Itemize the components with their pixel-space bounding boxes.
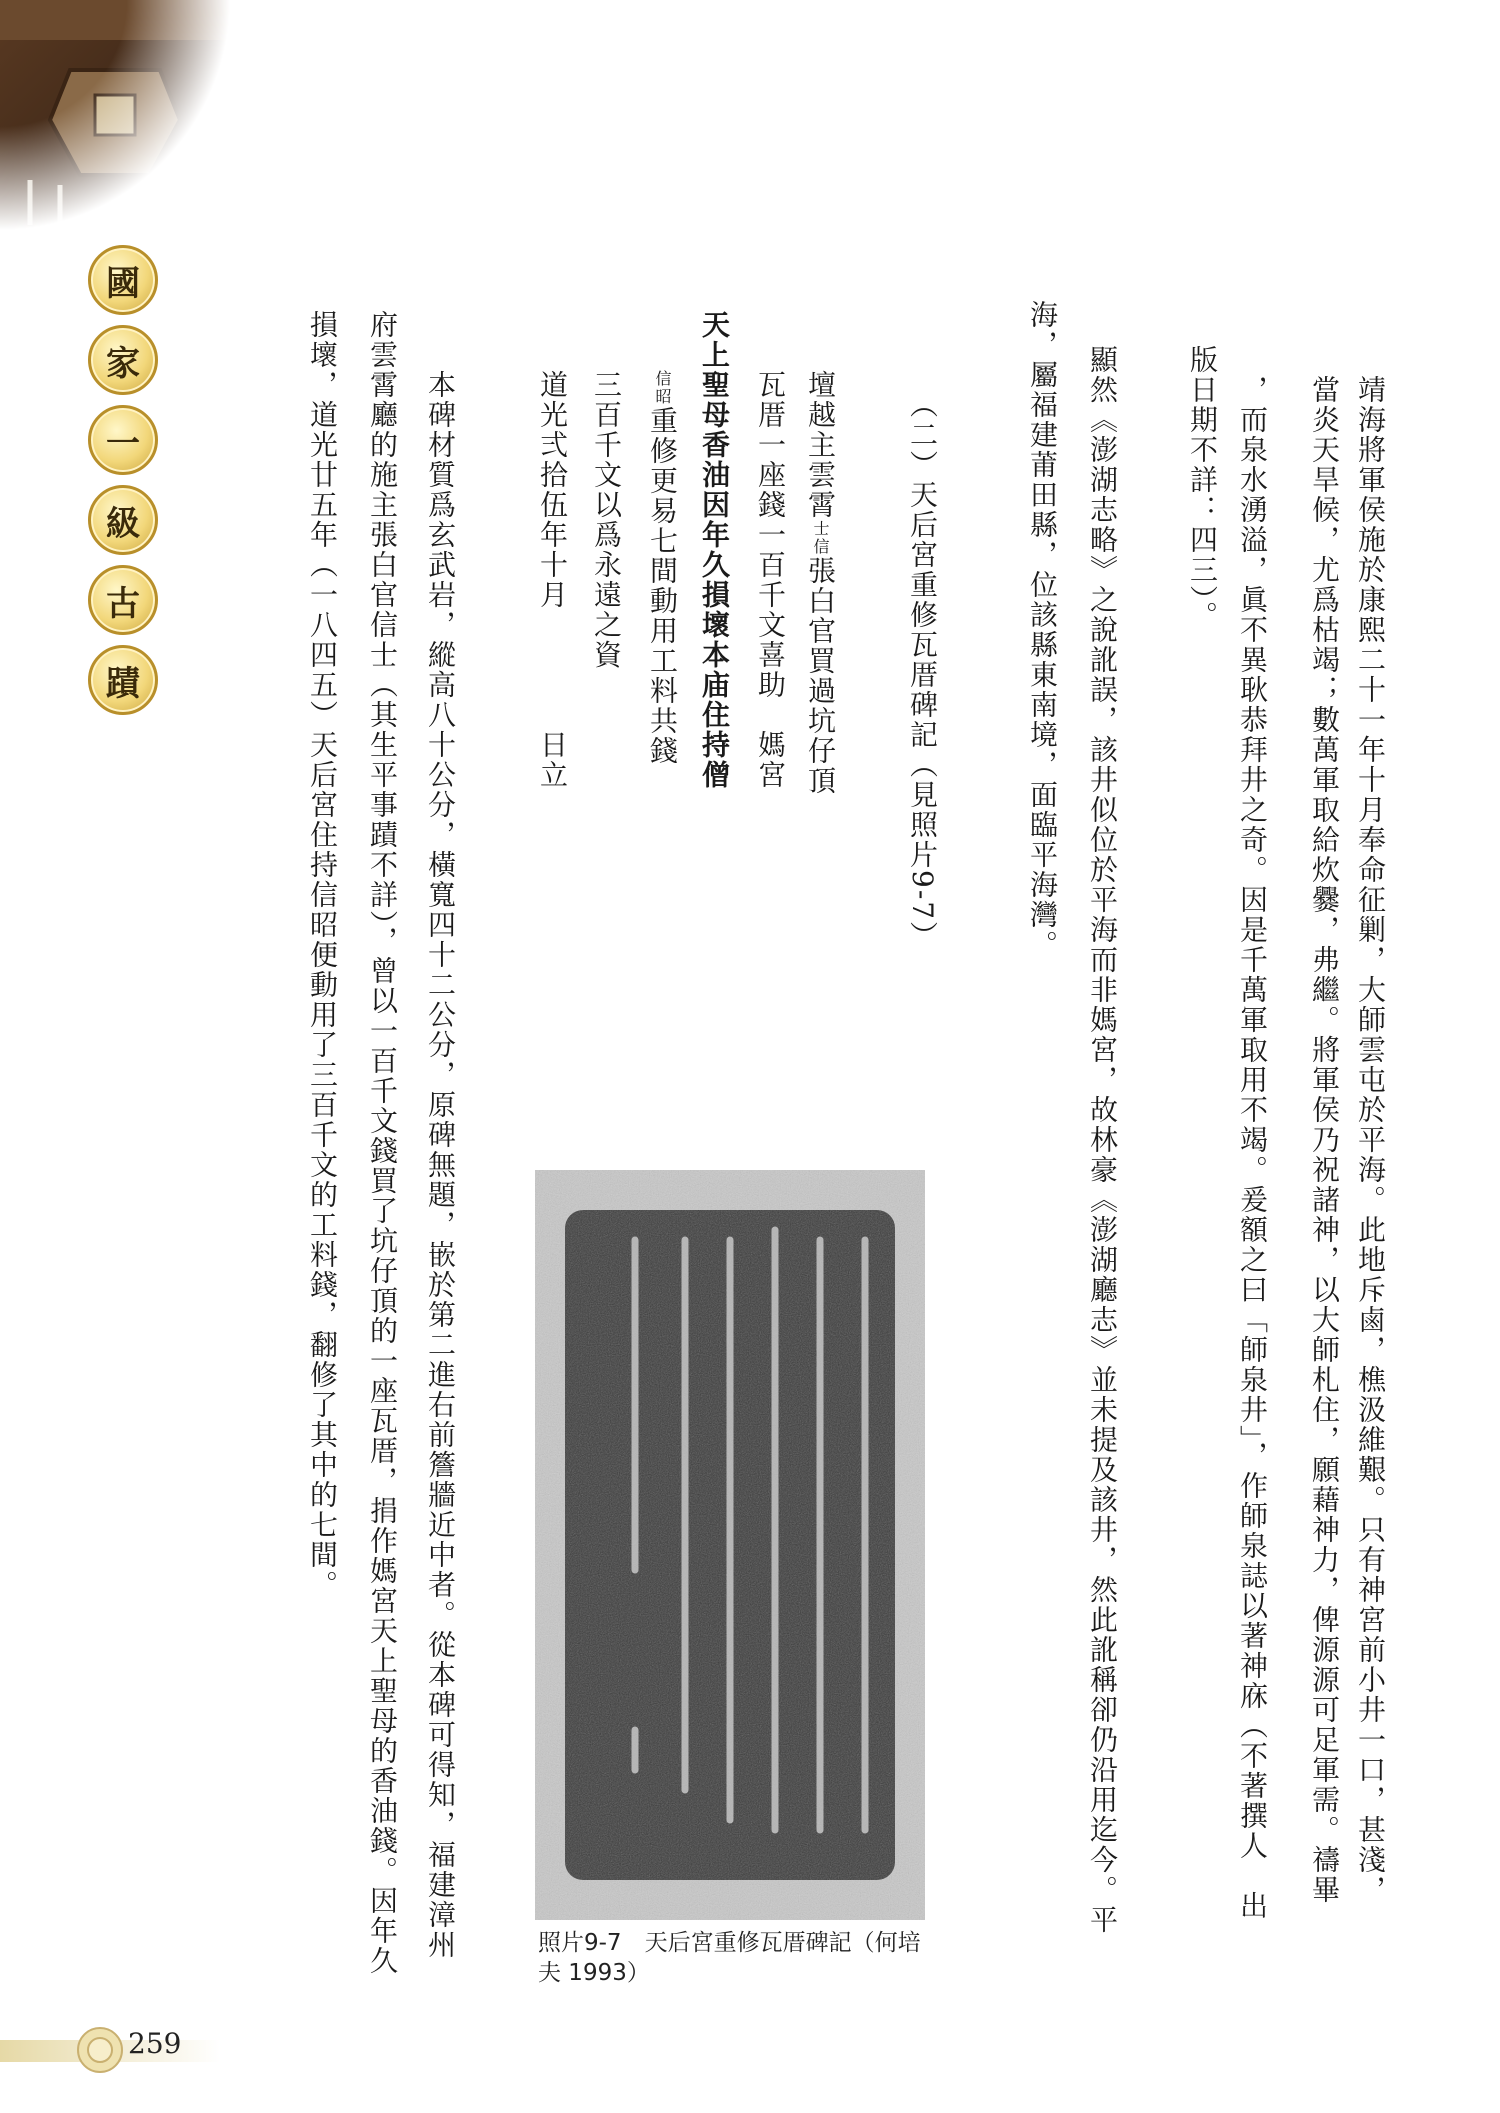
inscription-column: 天上聖母香油因年久損壞本庙住持僧 [698,310,731,790]
inscription-small-text: 信昭 [653,370,672,406]
inscription-text: 日立 [536,730,569,790]
text-column: 顯然《澎湖志略》之說訛誤，該井似位於平海而非媽宮，故林豪《澎湖廳志》並未提及該井，然此訛稱卻仍沿用迄今。平 [1086,345,1119,1935]
inscription-column: 瓦厝一座錢一百千文喜助 媽宮 [754,370,787,790]
badge-char: 國 [88,245,158,315]
badge-char: 一 [88,405,158,475]
inscription-column [530,370,574,790]
inscription-small-text: 士信 [811,520,830,556]
section-heading: （二）天后宮重修瓦厝碑記（見照片9-7） [906,390,939,952]
inscription-text: 道光弍拾伍年十月 [536,370,569,610]
text-column: 本碑材質爲玄武岩，縱高八十公分，橫寬四十二公分，原碑無題，嵌於第二進右前簷牆近中者。從本碑可得知，福建漳州 [424,370,457,1960]
inscription-column [798,370,842,796]
text-column: 版日期不詳：四三）。 [1186,345,1219,631]
badge-char: 古 [88,565,158,635]
badge-char: 家 [88,325,158,395]
photo-caption: 照片9-7 天后宮重修瓦厝碑記（何培夫 1993） [538,1930,921,1986]
text-column: 靖海將軍侯施於康熙二十一年十月奉命征剿，大師雲屯於平海。此地斥鹵，樵汲維艱。只有神宮前小井一口，甚淺， [1354,375,1387,1905]
inscription-text: 重修更易七間動用工料共錢 [646,406,679,766]
inscription-column: 三百千文以爲永遠之資 [590,370,623,670]
inscription-text: 壇越主雲霄 [804,370,837,520]
corner-lantern-photo [0,0,230,230]
inscription-column [640,370,684,766]
text-column: 府雲霄廳的施主張白官信士（其生平事蹟不詳），曾以一百千文錢買了坑仔頂的一座瓦厝，捐作媽宮天上聖母的香油錢。因年久 [366,310,399,1976]
badge-char: 蹟 [88,645,158,715]
text-column: 海，屬福建莆田縣，位該縣東南境，面臨平海灣。 [1026,300,1059,960]
text-column: 當炎天旱候，尤爲枯竭；數萬軍取給炊爨，弗繼。將軍侯乃祝諸神，以大師札住，願藉神力，俾源源可足軍需。禱畢 [1308,375,1341,1905]
badge-char: 級 [88,485,158,555]
text-column: 損壞，道光廿五年（一八四五）天后宮住持信昭便動用了三百千文的工料錢，翻修了其中的七間。 [306,310,339,1600]
page-number-ornament [0,2020,220,2080]
text-column: ，而泉水湧溢，眞不異耿恭拜井之奇。因是千萬軍取用不竭。爰額之曰「師泉井」，作師泉誌以著神庥（不著撰人 出 [1236,375,1269,1921]
page-number: 259 [128,2027,182,2060]
heritage-badges [88,245,158,725]
inscription-text: 張白官買過坑仔頂 [804,556,837,796]
stele-rubbing-photo [535,1170,925,1920]
